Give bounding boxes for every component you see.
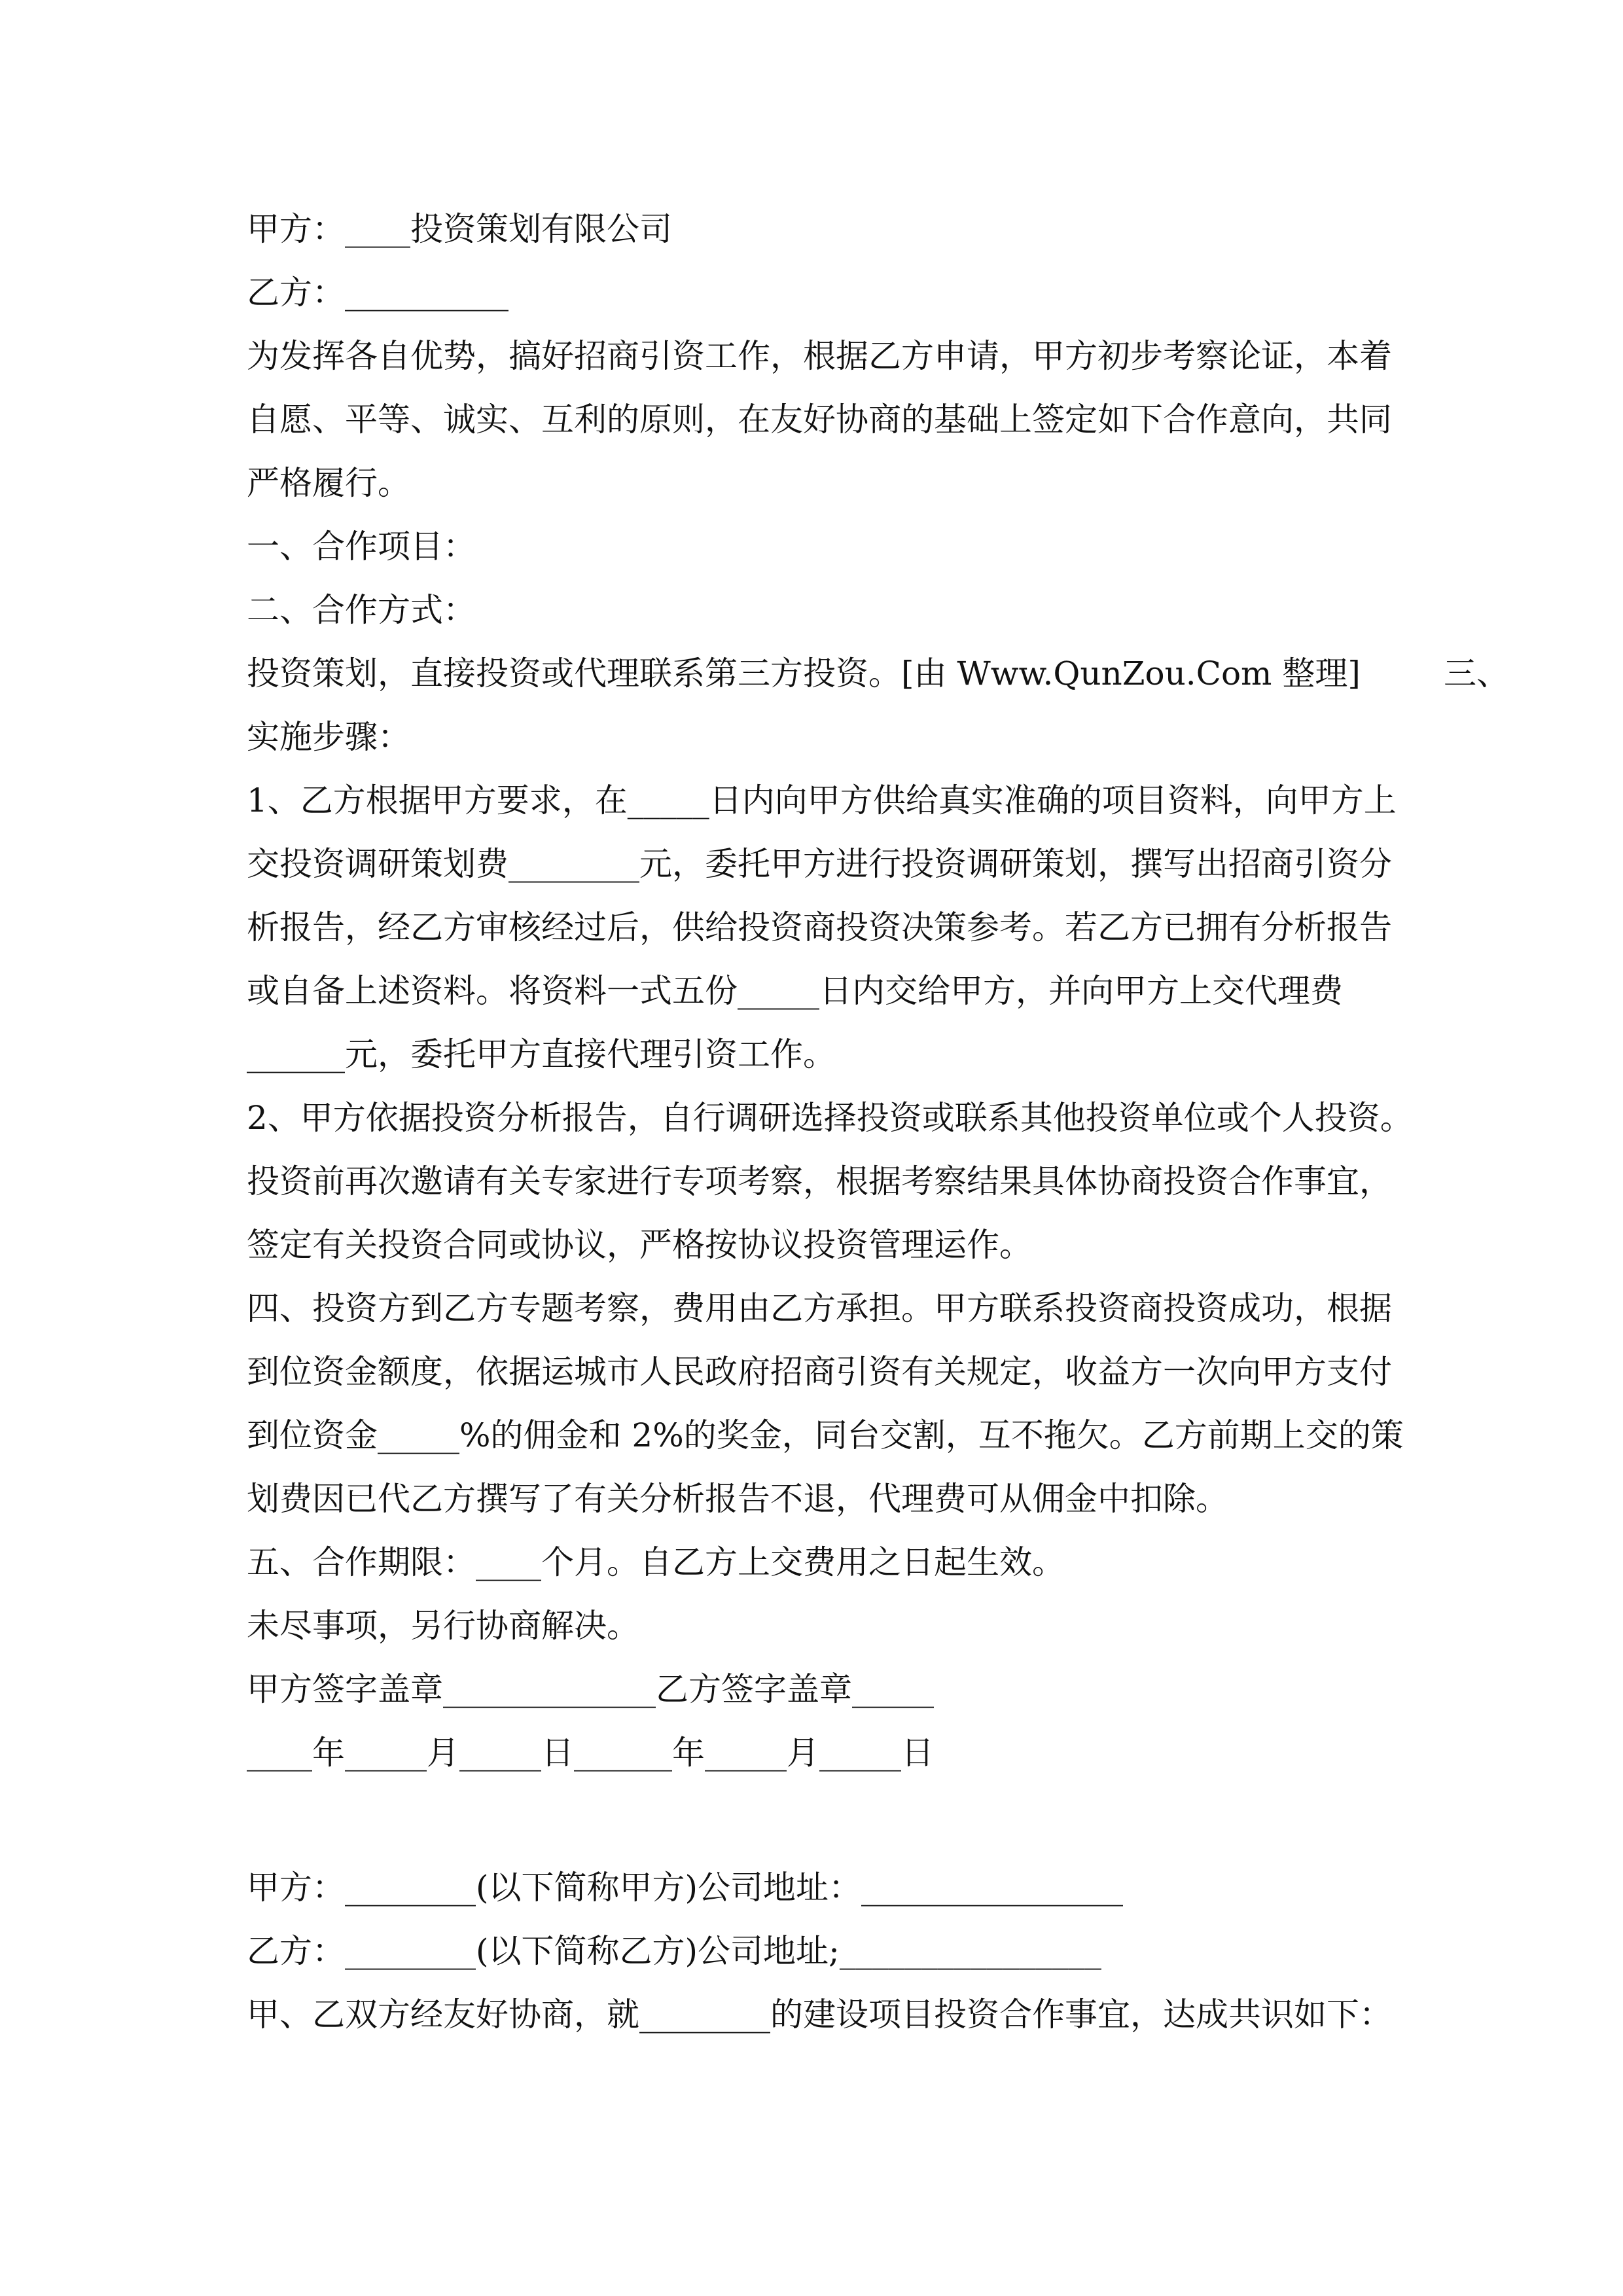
step-2-line-1: 2、甲方依据投资分析报告，自行调研选择投资或联系其他投资单位或个人投资。 (247, 1099, 1413, 1137)
section-2-body-line-2: 实施步骤： (247, 718, 410, 756)
section-4-line-2: 到位资金额度，依据运城市人民政府招商引资有关规定，收益方一次向甲方支付 (247, 1353, 1392, 1391)
step-1-line-1: 1、乙方根据甲方要求，在_____日内向甲方供给真实准确的项目资料，向甲方上 (247, 781, 1397, 819)
intro-line-2: 自愿、平等、诚实、互利的原则，在友好协商的基础上签定如下合作意向，共同 (247, 401, 1392, 439)
misc-line: 未尽事项，另行协商解决。 (247, 1607, 639, 1645)
step-1-line-5: ______元，委托甲方直接代理引资工作。 (247, 1035, 836, 1073)
section-1-title: 一、合作项目： (247, 528, 476, 565)
section-2-title: 二、合作方式： (247, 591, 476, 629)
contract-2-intro-line: 甲、乙双方经友好协商，就________的建设项目投资合作事宜，达成共识如下： (247, 1996, 1392, 2034)
intro-line-1: 为发挥各自优势，搞好招商引资工作，根据乙方申请，甲方初步考察论证，本着 (247, 337, 1392, 375)
section-4-line-3: 到位资金_____%的佣金和 2%的奖金，同台交割，互不拖欠。乙方前期上交的策 (247, 1416, 1404, 1454)
contract-2-party-b-line: 乙方：________(以下简称乙方)公司地址;________________ (247, 1932, 1101, 1970)
section-4-line-1: 四、投资方到乙方专题考察，费用由乙方承担。甲方联系投资商投资成功，根据 (247, 1289, 1392, 1327)
section-4-line-4: 划费因已代乙方撰写了有关分析报告不退，代理费可从佣金中扣除。 (247, 1480, 1228, 1518)
section-2-body-line-1: 投资策划，直接投资或代理联系第三方投资。[由 Www.QunZou.Com 整理] 三、 (247, 655, 1510, 692)
party-b-line: 乙方：__________ (247, 274, 508, 312)
section-5-line: 五、合作期限：____个月。自乙方上交费用之日起生效。 (247, 1543, 1065, 1581)
date-line: ____年_____月_____日______年_____月_____日 (247, 1734, 934, 1772)
contract-2-party-a-line: 甲方：________(以下简称甲方)公司地址：________________ (247, 1869, 1124, 1907)
step-1-line-3: 析报告，经乙方审核经过后，供给投资商投资决策参考。若乙方已拥有分析报告 (247, 908, 1392, 946)
step-1-line-2: 交投资调研策划费________元，委托甲方进行投资调研策划，撰写出招商引资分 (247, 845, 1392, 883)
step-2-line-3: 签定有关投资合同或协议，严格按协议投资管理运作。 (247, 1226, 1032, 1264)
intro-line-3: 严格履行。 (247, 464, 410, 502)
signature-line: 甲方签字盖章_____________乙方签字盖章_____ (247, 1670, 934, 1708)
step-1-line-4: 或自备上述资料。将资料一式五份_____日内交给甲方，并向甲方上交代理费 (247, 972, 1343, 1010)
step-2-line-2: 投资前再次邀请有关专家进行专项考察，根据考察结果具体协商投资合作事宜， (247, 1162, 1392, 1200)
party-a-line: 甲方：____投资策划有限公司 (247, 210, 672, 248)
